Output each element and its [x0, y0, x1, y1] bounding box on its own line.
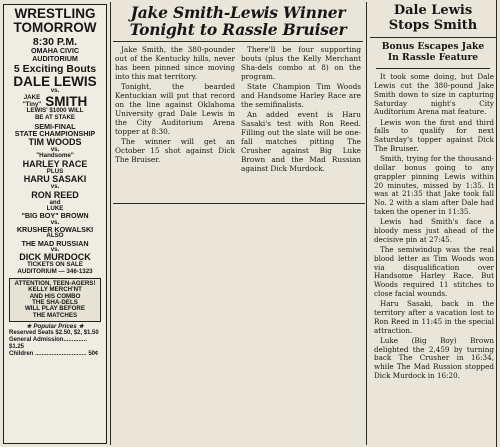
preview-headline-line2: Tonight to Rassle Bruiser	[129, 20, 347, 40]
ad-nickname-tiny: "Tiny"	[22, 100, 42, 108]
result-paragraph: The semiwindup was the real blood letter as Tim Woods won via disqualification over Handsome Harley Race. But Woods required 11 stitches to close facial wounds.	[374, 245, 494, 298]
ad-attention-line5: WILL PLAY BEFORE	[24, 305, 86, 313]
result-paragraph: Lewis had Smith's face a bloody mess just ahead of the decisive pin at 27:45.	[374, 217, 494, 244]
result-subheadline	[376, 38, 490, 69]
ad-main-wrestler-2: SMITH	[45, 93, 88, 109]
ad-vs-2: vs.	[50, 145, 60, 153]
ad-name-prefix-luke: LUKE	[46, 205, 64, 213]
ad-venue-line1: OMAHA CIVIC	[30, 46, 80, 56]
ad-time: 8:30 P.M.	[32, 35, 78, 48]
ad-prices-heading: ★ Popular Prices ★	[26, 322, 84, 330]
ad-wrestler-haru-sasaki: HARU SASAKI	[23, 174, 87, 185]
ad-attention-line2: KELLY MERCH'NT	[28, 286, 82, 294]
ad-price-general: General Admission.............. $1.25	[9, 337, 87, 351]
result-paragraph: Luke (Big Boy) Brown delighted the 2,459 by turning back The Crusher in 16:34, while The Mad Russion stopped Dick Murdock in 16:20.	[374, 335, 494, 381]
ad-tickets: TICKETS ON SALE	[27, 261, 83, 269]
ad-state-championship: STATE CHAMPIONSHIP	[14, 129, 96, 139]
ad-nickname-handsome: "Handsome"	[36, 152, 74, 160]
ad-price-reserved: Reserved Seats $2.50, $2, $1.50	[9, 330, 99, 337]
result-paragraph: Haru Sasaki, back in the territory after a vacation lost to Ron Reed in 11:45 in the special attraction.	[374, 299, 494, 335]
ad-venue-line2: AUDITORIUM	[32, 53, 78, 63]
ad-wrestler-krusher-kowalski: KRUSHER KOWALSKI	[16, 225, 94, 234]
ad-vs-5: vs.	[50, 246, 60, 253]
preview-paragraph: An added event is Haru Sasaki's test with Ron Reed. Filling out the slate will be one-fall matches pitting The Crusher against Big Luke Brown and the Mad Russian against Dick Murdock.	[241, 109, 361, 173]
ad-attention-line6: THE MATCHES	[32, 311, 78, 319]
preview-column-2	[241, 46, 361, 175]
ad-vs-3: vs.	[50, 183, 60, 191]
ad-box-office: AUDITORIUM — 346-1323	[17, 267, 93, 275]
preview-paragraph: Jake Smith, the 380-pounder out of the Kentucky hills, never has been pinned since moving into this mat territory.	[115, 45, 235, 81]
preview-paragraph: There'll be four supporting bouts (plus the Kelly Merchant Sha-dels combo at 8) on the program.	[241, 45, 361, 81]
preview-column-1	[115, 46, 235, 175]
ad-name-prefix-jake: JAKE	[23, 94, 41, 102]
ad-wrestler-tim-woods: TIM WOODS	[28, 136, 82, 147]
ad-stake-line2: BE AT STAKE	[34, 113, 76, 121]
ad-plus: PLUS	[46, 167, 64, 175]
column-divider-1	[110, 2, 111, 445]
preview-paragraph: Tonight, the bearded Kentuckian will put that record on the line against Oklahoma University grad Dale Lewis in the City Auditorium Arena topper at 8:30.	[115, 81, 235, 136]
ad-wrestler-big-boy-brown: "BIG BOY" BROWN	[21, 211, 89, 221]
result-paragraph: Smith, trying for the thousand-dollar bonus going to any grappler pinning Lewis within 20 minutes, missed by 1:35. It was at 21:35 that Jake took fall No. 2 with a slam after Dale had taken the opener in 11:35.	[374, 154, 494, 216]
ad-main-wrestler-2-row	[7, 95, 103, 109]
result-article	[370, 2, 496, 446]
result-body	[370, 69, 496, 381]
ad-headline-tomorrow: TOMORROW	[13, 19, 97, 35]
wrestling-advertisement	[3, 4, 107, 444]
ad-vs-4: vs.	[50, 218, 60, 226]
ad-attention-line4: THE SHA-DELS	[32, 299, 78, 307]
ad-semifinal: SEMI-FINAL	[34, 122, 76, 132]
clipped-edge	[496, 0, 500, 447]
ad-attention-line3: AND HIS COMBO	[29, 292, 81, 300]
preview-article	[113, 2, 363, 202]
ad-bout-count: 5 Exciting Bouts	[13, 62, 97, 75]
preview-bottom-rule	[113, 203, 365, 204]
ad-teen-notice	[9, 278, 101, 322]
ad-and: and	[49, 198, 61, 206]
column-divider-2	[366, 2, 367, 445]
preview-body	[113, 42, 363, 175]
result-subheadline-line1: Bonus Escapes Jake	[381, 41, 485, 53]
ad-attention-heading: ATTENTION, TEEN-AGERS!	[14, 280, 96, 288]
ad-wrestler-dick-murdock: DICK MURDOCK	[19, 252, 91, 263]
ad-wrestler-harley-race: HARLEY RACE	[22, 158, 88, 169]
result-subheadline-line2: In Rassle Feature	[387, 51, 479, 63]
result-paragraph: Lewis won the first and third falls to qualify for next Saturday's topper against Dick The Bruiser.	[374, 117, 494, 153]
ad-vs-1: vs.	[50, 87, 60, 95]
ad-also: ALSO	[46, 232, 64, 240]
preview-paragraph: State Champion Tim Woods and Handsome Harley Race are the semifinalists.	[241, 81, 361, 109]
ad-stake-line1: LEWIS' $1000 WILL	[26, 107, 84, 115]
preview-headline	[113, 2, 363, 42]
ad-main-wrestler-1: DALE LEWIS	[13, 73, 97, 89]
preview-headline-line1: Jake Smith-Lewis Winner	[130, 3, 346, 22]
preview-paragraph: The winner will get an October 15 shot against Dick The Bruiser.	[115, 136, 235, 164]
result-headline-line1: Dale Lewis	[393, 3, 473, 18]
ad-wrestler-mad-russian: THE MAD RUSSIAN	[21, 238, 89, 248]
result-headline	[370, 2, 496, 38]
ad-price-list	[7, 330, 103, 358]
result-paragraph: It took some doing, but Dale Lewis cut the 380-pound Jake Smith down to size in capturing Saturday night's City Auditorium Arena mat feature.	[374, 72, 494, 117]
ad-price-children: Children ............................... 50¢	[9, 350, 99, 357]
ad-wrestler-ron-reed: RON REED	[31, 189, 79, 200]
ad-headline-wrestling: WRESTLING	[14, 6, 96, 21]
result-headline-line2: Stops Smith	[388, 17, 478, 33]
